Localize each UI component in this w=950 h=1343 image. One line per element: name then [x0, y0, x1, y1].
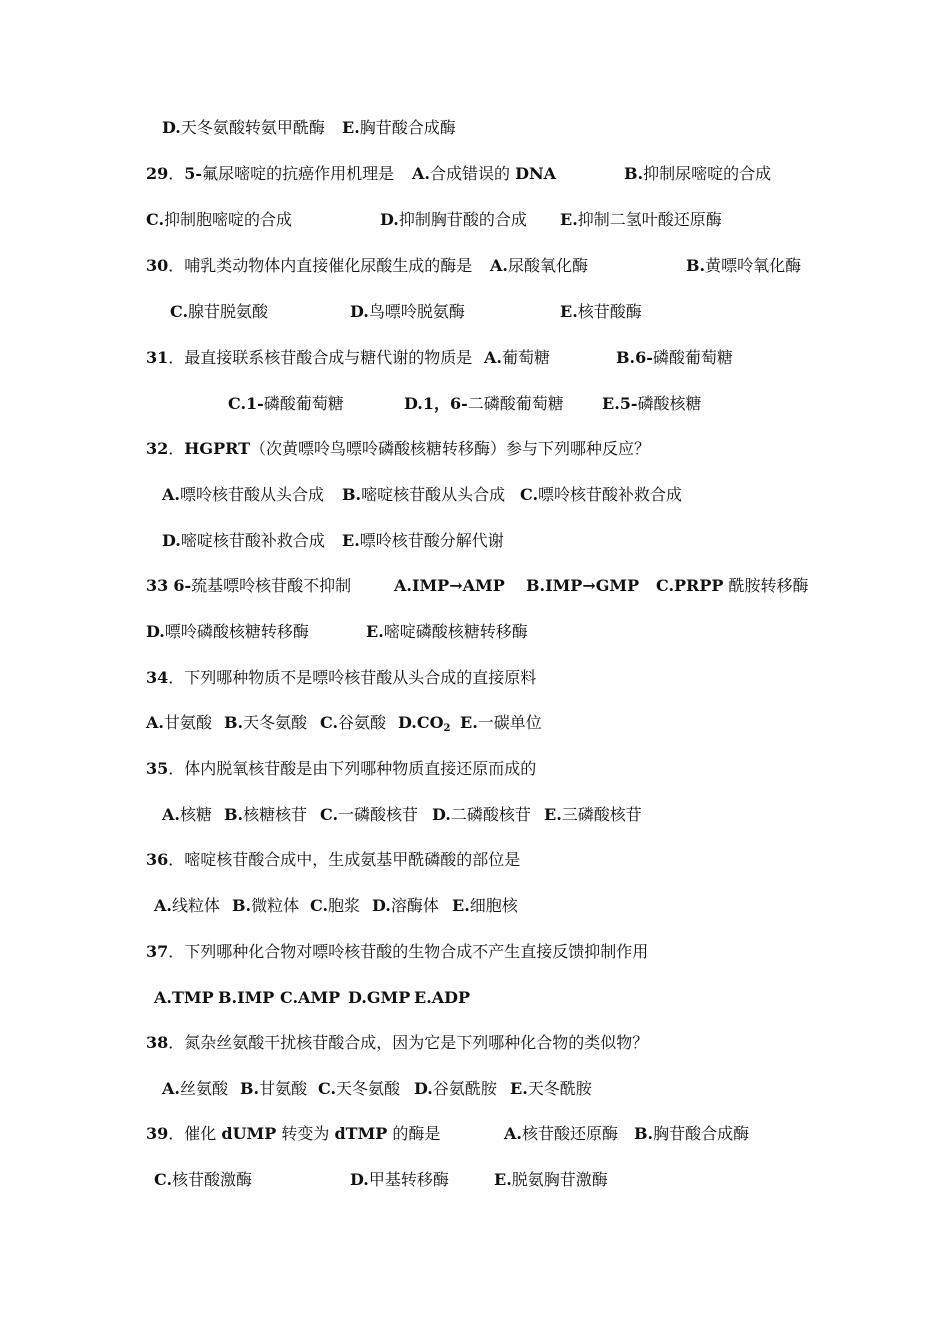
question-text: 下列哪种物质不是嘌呤核苷酸从头合成的直接原料 [184, 668, 537, 687]
question-text: 嘧啶核苷酸合成中，生成氨基甲酰磷酸的部位是 [184, 850, 521, 869]
document-page: D.天冬氨酸转氨甲酰酶 E.胸苷酸合成酶 29．5-氟尿嘧啶的抗癌作用机理是 A.合成错误的 DNA B.抑制尿嘧啶的合成 C.抑制胞嘧啶的合成 D.抑制胸苷酸的合成 E.抑制二氢叶酸还原酶 30．哺乳类动物体内直接催化尿酸生成的酶是 A.尿酸氧化酶 B.黄嘌呤氧化酶 C.腺苷脱氨酸 D.鸟嘌呤脱氨酶 E.核苷酸酶 31．最直接联系核苷酸合成与糖代谢的物质是 A.葡萄糖 B.6-磷酸葡萄糖 C.1-磷酸葡萄糖 D.1，6-二磷酸葡萄糖 E.5-磷酸核糖 32．HGPRT（次黄嘌呤鸟嘌呤磷酸核糖转移酶）参与下列哪种反应？ A.嘌呤核苷酸从头合成 B.嘧啶核苷酸从头合成 C.嘌呤核苷酸补救合成 D.嘧啶核苷酸补救合成 E.嘌呤核苷酸分解代谢 33 6-巯基嘌呤核苷酸不抑制 A.IMP→AMP B.IMP→GMP C.PRPP 酰胺转移酶 D.嘌呤磷酸核糖转移酶 E.嘧啶磷酸核糖转移酶 34．下列哪种物质不是嘌呤核苷酸从头合成的直接原料 A.甘氨酸 B.天冬氨酸 C.谷氨酸 $D.CO_2$ E.一碳单位 35．体内脱氧核苷酸是由下列哪种物质直接还原而成的 A.核糖 B.核糖核苷 C.一磷酸核苷 D.二磷酸核苷 E.三磷酸核苷 36．嘧啶核苷酸合成中，生成氨基甲酰磷酸的部位是 A.线粒体 B.微粒体 C.胞浆 D.溶酶体 E.细胞核 37．下列哪种化合物对嘌呤核苷酸的生物合成不产生直接反馈抑制作用 A.TMP B.IMP C.AMP D.GMP E.ADP 38．氮杂丝氨酸干扰核苷酸合成，因为它是下列哪种化合物的类似物？ A.丝氨酸 B.甘氨酸 C.天冬氨酸 D.谷氨酰胺 E.天冬酰胺 39．催化 dUMP 转变为 dTMP 的酶是 A.核苷酸还原酶 B.胸苷酸合成酶 C.核苷酸激酶 D.甲基转移酶 E.脱氨胸苷激酶 [0, 0, 950, 1343]
question-text: （次黄嘌呤鸟嘌呤磷酸核糖转移酶）参与下列哪种反应？ [250, 439, 651, 458]
question-text: 哺乳类动物体内直接催化尿酸生成的酶是 [184, 256, 473, 275]
question-number: 37 [146, 942, 169, 961]
option-text: 天冬氨酸转氨甲酰酶 [180, 118, 325, 137]
option-letter: E. [342, 118, 360, 137]
question-number: 36 [146, 850, 169, 869]
question-text: 巯基嘌呤核苷酸不抑制 [191, 576, 352, 595]
question-number: 29 [146, 164, 169, 183]
option-text: 胸苷酸合成酶 [359, 118, 456, 137]
question-text: 下列哪种化合物对嘌呤核苷酸的生物合成不产生直接反馈抑制作用 [184, 942, 649, 961]
question-number: 32 [146, 439, 169, 458]
question-text: 体内脱氧核苷酸是由下列哪种物质直接还原而成的 [184, 759, 537, 778]
question-text: 最直接联系核苷酸合成与糖代谢的物质是 [184, 348, 473, 367]
question-number: 30 [146, 256, 169, 275]
question-number: 34 [146, 668, 169, 687]
question-number: 39 [146, 1124, 169, 1143]
question-text: 氟尿嘧啶的抗癌作用机理是 [202, 164, 395, 183]
question-number: 33 [146, 576, 169, 595]
question-number: 31 [146, 348, 169, 367]
question-number: 35 [146, 759, 169, 778]
question-number: 38 [146, 1033, 169, 1052]
question-text: 氮杂丝氨酸干扰核苷酸合成，因为它是下列哪种化合物的类似物？ [184, 1033, 649, 1052]
option-letter: D. [162, 118, 181, 137]
